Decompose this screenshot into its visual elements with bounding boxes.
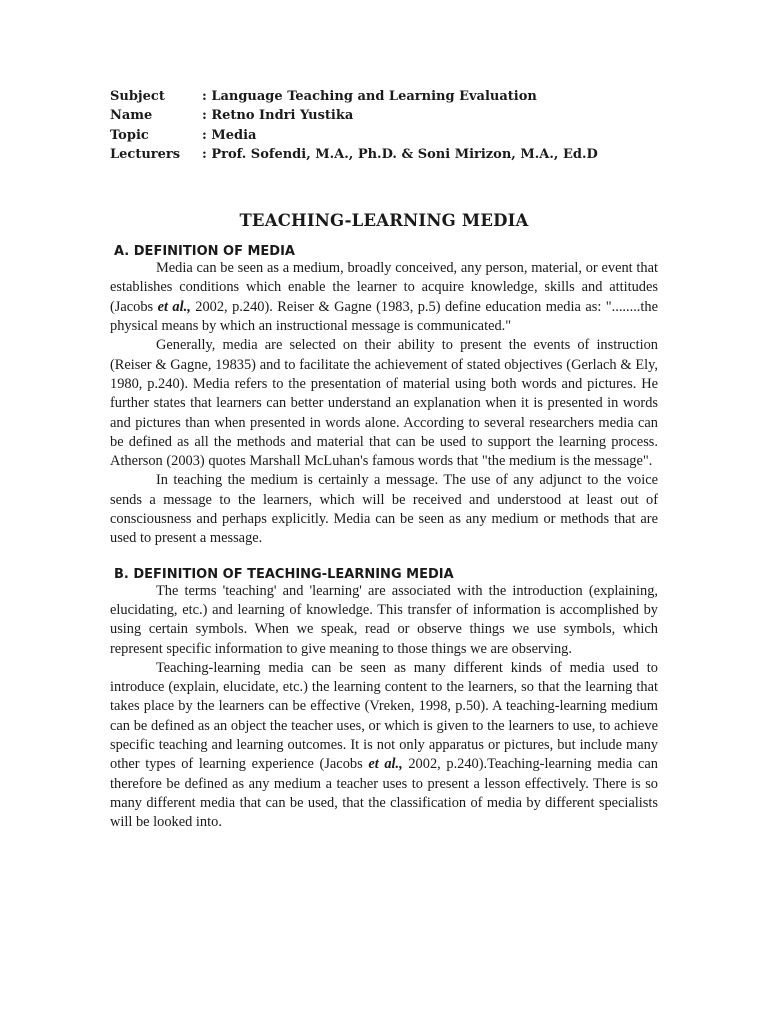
text-run: 2002, p.240).Teaching-learning media can therefore be defined as any medium a teacher uses to present a lesson effectively. There is so many different media that can be used, that the classification of media by different specialists will be looked into. (110, 756, 658, 831)
header-value: : Media (202, 127, 257, 143)
paragraph: The terms 'teaching' and 'learning' are associated with the introduction (explaining, elucidating, etc.) and learning of knowledge. This transfer of information is accomplished by using certain symbols. When we speak, read or observe things we use symbols, which represent specific information to give meaning to those things we are observing. (110, 582, 658, 657)
header-value: : Language Teaching and Learning Evaluation (202, 89, 537, 104)
header-key: Name (110, 108, 153, 124)
header-value: : Retno Indri Yustika (202, 108, 354, 124)
document-page (110, 87, 658, 833)
paragraph: In teaching the medium is certainly a message. The use of any adjunct to the voice sends a message to the learners, which will be received and understood at least out of consciousness and perhaps explicitly. Media can be seen as any medium or methods that are used to present a message. (110, 472, 658, 547)
header-row-lecturers (110, 145, 658, 164)
header-key: Subject (110, 89, 165, 104)
header-key: Topic (110, 127, 149, 143)
header-row-subject (110, 87, 658, 106)
document-header (110, 87, 658, 164)
paragraph: Generally, media are selected on their ability to present the events of instruction (Reiser & Gagne, 19835) and to facilitate the achievement of stated objectives (Gerlach & Ely, 1980, p.240). Media refers to the presentation of material using both words and pictures. He further states that learners can better understand an explanation when it is presented in words and pictures than when presented in words alone. According to several researchers media can be defined as all the methods and material that can be used to support the learning process. Atherson (2003) quotes Marshall McLuhan's famous words that "the medium is the message". (110, 337, 658, 470)
paragraph (110, 659, 658, 833)
section-b-heading: B. DEFINITION OF TEACHING-LEARNING MEDIA (114, 566, 454, 582)
section-a-heading: A. DEFINITION OF MEDIA (114, 244, 295, 260)
paragraph (110, 259, 658, 336)
header-value: : Prof. Sofendi, M.A., Ph.D. & Soni Mirizon, M.A., Ed.D (202, 146, 598, 162)
document-title: TEACHING-LEARNING MEDIA (239, 211, 529, 231)
emphasis: et al., (157, 298, 191, 315)
emphasis: et al., (368, 756, 403, 773)
text-run: 2002, p.240). Reiser & Gagne (1983, p.5) define education media as: "........the physical means by which an instructional message is communicated." (110, 298, 658, 335)
header-row-topic (110, 126, 658, 145)
header-row-name (110, 106, 658, 125)
text-run: Teaching-learning media can be seen as many different kinds of media used to introduce (explain, elucidate, etc.) the learning content to the learners, so that the learning that takes place by the learners can be effective (Vreken, 1998, p.50). A teaching-learning medium can be defined as an object the teacher uses, or which is given to the learners to use, to achieve specific teaching and learning outcomes. It is not only apparatus or pictures, but include many other types of learning experience (Jacobs (110, 659, 658, 773)
section-a-body (110, 259, 658, 548)
text-run: Media can be seen as a medium, broadly conceived, any person, material, or event that establishes conditions which enable the learner to acquire knowledge, skills and attitudes (Jacobs (110, 260, 658, 315)
section-b-body (110, 582, 658, 833)
header-key: Lecturers (110, 146, 181, 162)
